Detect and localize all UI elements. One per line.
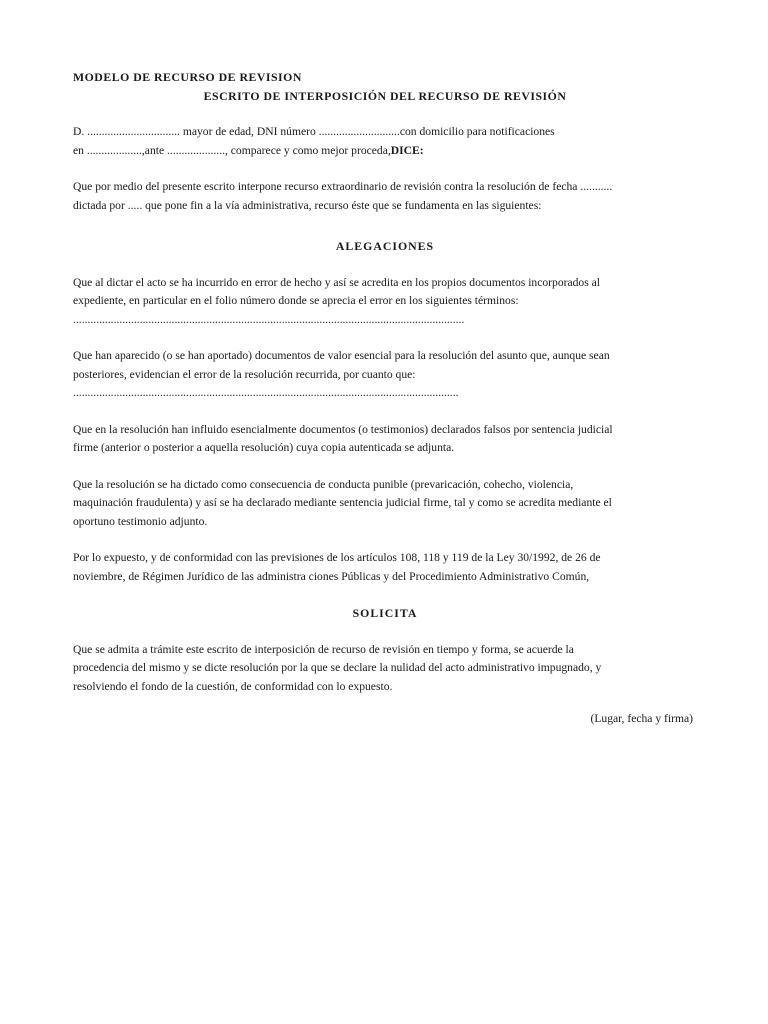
alegacion-1-fill-line: ....................................................................................................................................... (73, 312, 465, 326)
spacer (73, 403, 697, 421)
spacer (73, 531, 697, 549)
alegacion-2 (73, 347, 697, 403)
expuesto-line-2: noviembre, de Régimen Jurídico de las administra ciones Públicas y del Procedimiento Administrativo Común, (73, 569, 590, 583)
intro-paragraph (73, 123, 697, 160)
spacer (73, 256, 697, 274)
intro-line-1: D. ................................ mayor de edad, DNI número ............................con domicilio para notificaciones (73, 125, 555, 138)
alegacion-4-line-3: oportuno testimonio adjunto. (73, 514, 208, 528)
solicita-line-2: procedencia del mismo y se dicte resolución por la que se declare la nulidad del acto administrativo impugnado, y (73, 661, 602, 674)
alegacion-4-line-1: Que la resolución se ha dictado como consecuencia de conducta punible (prevaricación, cohecho, violencia, (73, 477, 574, 491)
document-title: MODELO DE RECURSO DE REVISION (73, 70, 302, 84)
alegacion-4-line-2: maquinación fraudulenta) y así se ha declarado mediante sentencia judicial firme, tal y como se acredita mediante el (73, 496, 612, 509)
alegacion-2-line-1: Que han aparecido (o se han aportado) documentos de valor esencial para la resolución del asunto que, aunque sean (73, 349, 610, 362)
spacer (73, 623, 697, 641)
spacer (73, 160, 697, 178)
spacer (73, 105, 697, 123)
intro-dice: DICE: (390, 143, 424, 157)
document-subtitle: ESCRITO DE INTERPOSICIÓN DEL RECURSO DE REVISIÓN (203, 88, 567, 103)
alegacion-1-line-2: expediente, en particular en el folio número donde se aprecia el error en los siguientes términos: (73, 294, 519, 307)
spacer (73, 586, 697, 604)
alegacion-3 (73, 421, 697, 458)
alegacion-4 (73, 476, 697, 532)
heading-solicita: SOLICITA (352, 606, 418, 620)
solicita-paragraph (73, 641, 697, 697)
intro-line-2-text: en ...................,ante ...................., comparece y como mejor proceda, (73, 143, 391, 157)
solicita-line-3: resolviendo el fondo de la cuestión, de conformidad con lo expuesto. (73, 679, 393, 693)
spacer (73, 215, 697, 237)
expuesto-line-1: Por lo expuesto, y de conformidad con las previsiones de los artículos 108, 118 y 119 de la Ley 30/1992, de 26 de (73, 551, 601, 564)
recurso-line-2: dictada por ..... que pone fin a la vía administrativa, recurso éste que se fundamenta en las siguientes: (73, 198, 542, 212)
alegacion-1-line-1: Que al dictar el acto se ha incurrido en error de hecho y así se acredita en los propios documentos incorporados al (73, 275, 601, 289)
alegacion-2-line-2: posteriores, evidencian el error de la resolución recurrida, por cuanto que: (73, 367, 416, 381)
solicita-line-1: Que se admita a trámite este escrito de interposición de recurso de revisión en tiempo y forma, se acuerde la (73, 642, 574, 656)
alegacion-3-line-2: firme (anterior o posterior a aquella resolución) cuya copia autenticada se adjunta. (73, 441, 455, 454)
recurso-line-1: Que por medio del presente escrito interpone recurso extraordinario de revisión contra la resolución de fecha ........... (73, 180, 613, 193)
recurso-paragraph (73, 178, 697, 215)
document-page (73, 68, 697, 729)
intro-line-2 (73, 142, 697, 161)
heading-alegaciones: ALEGACIONES (335, 239, 435, 253)
spacer (73, 329, 697, 347)
signature-line: (Lugar, fecha y firma) (590, 712, 693, 725)
spacer (73, 458, 697, 476)
alegacion-1 (73, 274, 697, 330)
alegacion-3-line-1: Que en la resolución han influido esencialmente documentos (o testimonios) declarados falsos por sentencia judicial (73, 422, 613, 436)
expuesto-paragraph (73, 549, 697, 586)
spacer (73, 696, 697, 710)
alegacion-2-fill-line: ..................................................................................................................................... (73, 386, 459, 399)
